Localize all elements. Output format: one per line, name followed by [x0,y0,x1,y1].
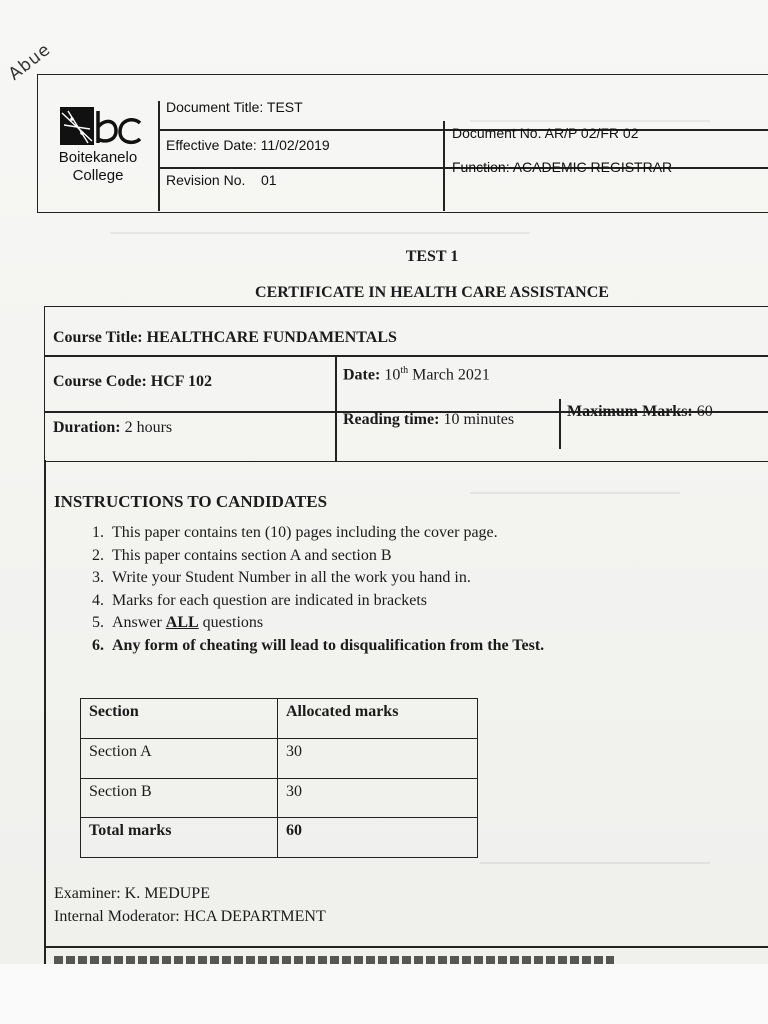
college-logo [48,105,148,185]
revision-number [166,172,277,188]
document-header [37,74,768,213]
header-allocated-marks: Allocated marks [278,699,478,739]
maximum-marks: Maximum Marks: 60 [567,403,713,420]
table-total-row [81,818,478,858]
course-info-table [44,306,768,462]
instruction-item: 5. Answer ALL questions [108,612,544,635]
course-code: Course Code: HCF 102 [53,373,212,390]
cut-off-text-line [54,956,614,964]
emphasis-all: ALL [165,614,199,631]
total-label: Total marks [81,818,278,858]
college-name-line1: Boitekanelo [58,149,138,166]
instructions-heading: INSTRUCTIONS TO CANDIDATES [54,492,328,511]
document-title: Document Title: TEST [166,99,303,115]
table-row [81,738,478,778]
instruction-item-cheating: 6. Any form of cheating will lead to disqualification from the Test. [108,635,544,658]
reading-time: Reading time: 10 minutes [343,411,515,428]
section-b-label: Section B [81,778,278,818]
test-title: TEST 1 [405,248,459,265]
header-section: Section [81,699,278,739]
internal-moderator: Internal Moderator: HCA DEPARTMENT [54,908,326,925]
section-a-marks: 30 [278,738,478,778]
logo-mark-icon [48,105,148,149]
section-a-label: Section A [81,738,278,778]
certificate-title: CERTIFICATE IN HEALTH CARE ASSISTANCE [255,284,609,301]
instruction-item: 1. This paper contains ten (10) pages including the cover page. [108,522,544,545]
section-b-marks: 30 [278,778,478,818]
function: Function: ACADEMIC REGISTRAR [452,159,673,175]
duration: Duration: 2 hours [53,419,173,436]
instruction-item: 2. This paper contains section A and section B [108,545,544,568]
handwritten-note: Abue [4,39,55,85]
revision-label: Revision No. [166,172,246,188]
examiner-block [54,882,326,928]
examiner-name: Examiner: K. MEDUPE [54,885,210,902]
course-title: Course Title: HEALTHCARE FUNDAMENTALS [53,329,397,346]
marks-allocation-table [80,698,478,858]
instruction-item: 4. Marks for each question are indicated in brackets [108,590,544,613]
table-header-row [81,699,478,739]
instruction-item: 3. Write your Student Number in all the work you hand in. [108,567,544,590]
table-row [81,778,478,818]
document-number: Document No. AR/P 02/FR 02 [452,125,639,141]
total-marks: 60 [278,818,478,858]
college-name-line2: College [72,167,124,184]
effective-date: Effective Date: 11/02/2019 [166,137,330,153]
exam-date: Date: 10th March 2021 [343,365,490,384]
revision-value: 01 [260,172,277,188]
instructions-list [80,522,544,657]
